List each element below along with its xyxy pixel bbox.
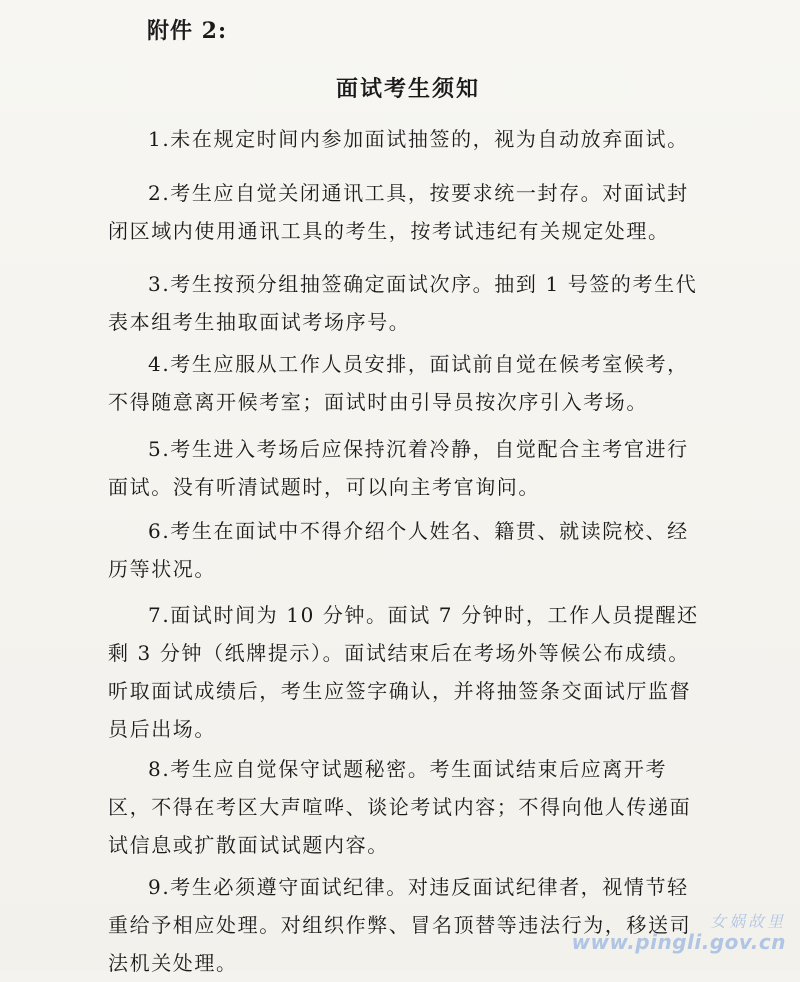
document-title: 面试考生须知 bbox=[335, 76, 480, 102]
notice-item-9: 9.考生必须遵守面试纪律。对违反面试纪律者，视情节轻重给予相应处理。对组织作弊、冒名顶替等违法行为，移送司法机关处理。 bbox=[108, 875, 692, 975]
notice-item-2: 2.考生应自觉关闭通讯工具，按要求统一封存。对面试封闭区域内使用通讯工具的考生，按考试违纪有关规定处理。 bbox=[108, 181, 689, 243]
notice-item-4: 4.考生应服从工作人员安排，面试前自觉在候考室候考，不得随意离开候考室；面试时由引导员按次序引入考场。 bbox=[108, 352, 689, 414]
notice-item-3: 3.考生按预分组抽签确定面试次序。抽到 1 号签的考生代表本组考生抽取面试考场序号。 bbox=[108, 272, 698, 334]
notice-item-7: 7.面试时间为 10 分钟。面试 7 分钟时，工作人员提醒还剩 3 分钟（纸牌提示）。面试结束后在考场外等候公布成绩。听取面试成绩后，考生应签字确认，并将抽签条交面试厅监督员后出场。 bbox=[108, 603, 699, 741]
notice-item-1: 1.未在规定时间内参加面试抽签的，视为自动放弃面试。 bbox=[148, 127, 689, 151]
watermark-name: 女娲故里 bbox=[709, 912, 786, 932]
notice-item-5: 5.考生进入考场后应保持沉着冷静，自觉配合主考官进行面试。没有听清试题时，可以向主考官询问。 bbox=[108, 437, 689, 499]
notice-item-8: 8.考生应自觉保守试题秘密。考生面试结束后应离开考区，不得在考区大声喧哗、谈论考试内容；不得向他人传递面试信息或扩散面试试题内容。 bbox=[108, 757, 692, 857]
notice-item-6: 6.考生在面试中不得介绍个人姓名、籍贯、就读院校、经历等状况。 bbox=[108, 519, 689, 581]
attachment-label: 附件 2: bbox=[147, 18, 228, 44]
watermark-url: www.pingli.gov.cn bbox=[571, 930, 786, 954]
site-watermark bbox=[572, 913, 786, 953]
